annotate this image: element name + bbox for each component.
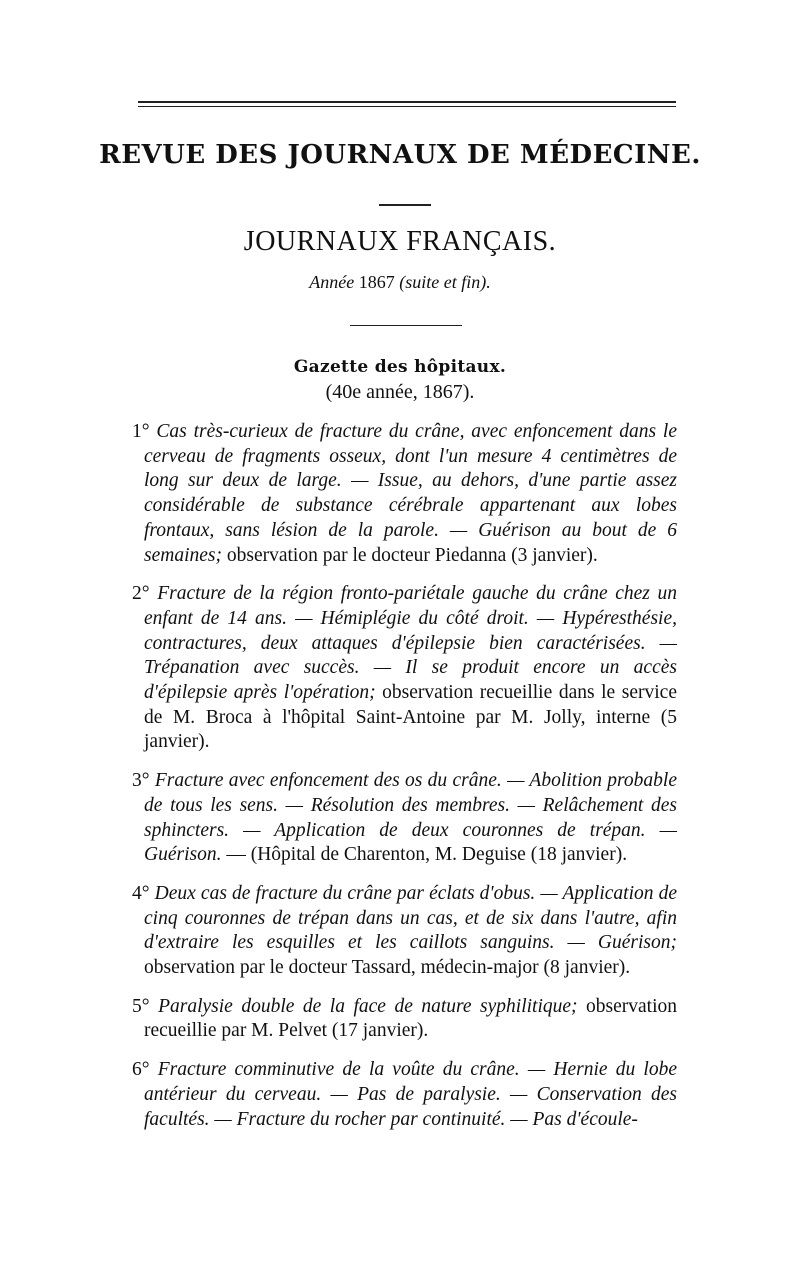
section-title: JOURNAUX FRANÇAIS. — [243, 226, 557, 257]
entry-italic-text: Fracture de la région fronto-pariétale gauche du crâne chez un enfant de 14 ans. — Hémiplégie du côté droit. — Hypéresthésie, contractures, deux attaques d'épilepsie bien caractérisées. — Trépanation avec succès. — Il se produit encore un accès d'épilepsie après l'opération; — [144, 583, 678, 704]
journal-name: Gazette des hôpitaux. — [293, 357, 507, 377]
entry-italic-text: Deux cas de fracture du crâne par éclats d'obus. — Application de cinq couronnes de trépan dans un cas, et de six dans l'autre, afin d'extraire les esquilles et les caillots sanguins. — Guérison; — [144, 882, 677, 954]
entry-2 — [132, 582, 678, 755]
page-title: REVUE DES JOURNAUX DE MÉDECINE. — [99, 140, 701, 170]
entry-roman-text: observation recueillie par M. Pelvet (17 janvier). — [144, 995, 678, 1042]
separator-rule — [379, 204, 431, 206]
entry-italic-text: Fracture avec enfoncement des os du crâne. — Abolition probable de tous les sens. — Résolution des membres. — Relâchement des sphincters. — Application de deux couronnes de trépan. — Guérison. — [144, 770, 677, 866]
top-rule-thin — [138, 106, 676, 107]
entry-number: 5° — [132, 995, 150, 1017]
entry-1 — [132, 420, 677, 568]
entry-italic-text: Paralysie double de la face de nature syphilitique; — [158, 995, 578, 1017]
entry-5 — [132, 995, 678, 1044]
top-rule — [138, 101, 676, 103]
entry-number: 2° — [132, 583, 150, 605]
entry-3 — [132, 769, 677, 868]
entry-6 — [132, 1058, 677, 1132]
separator-rule-2 — [350, 325, 462, 326]
entry-number: 6° — [132, 1059, 150, 1081]
entry-number: 4° — [132, 882, 150, 904]
entries-list — [132, 420, 678, 1146]
entry-roman-text: observation par le docteur Tassard, médecin-major (8 janvier). — [144, 957, 631, 979]
entry-4 — [132, 882, 677, 981]
year-note: (suite et fin). — [399, 272, 491, 292]
journal-year: (40e année, 1867). — [325, 381, 475, 403]
entry-number: 3° — [132, 770, 150, 792]
year-label: Année — [309, 272, 355, 292]
entry-italic-text: Fracture comminutive de la voûte du crâne. — Hernie du lobe antérieur du cerveau. — Pas de paralysie. — Conservation des facultés. — Fracture du rocher par continuité. — Pas d'écoule- — [144, 1059, 677, 1130]
entry-number: 1° — [132, 421, 150, 442]
year-line — [0, 272, 800, 293]
entry-roman-text: observation par le docteur Piedanna (3 janvier). — [221, 544, 598, 566]
entry-italic-text: Cas très-curieux de fracture du crâne, avec enfoncement dans le cerveau de fragments osseux, dont l'un mesure 4 centimètres de long sur deux de large. — Issue, au dehors, d'une partie assez considérable de substance cérébrale appartenant aux lobes frontaux, sans lésion de la parole. — Guérison au bout de 6 semaines; — [144, 421, 677, 566]
entry-roman-text: observation recueillie dans le service de M. Broca à l'hôpital Saint-Antoine par M. Jolly, interne (5 janvier). — [144, 682, 677, 753]
entry-roman-text: — (Hôpital de Charenton, M. Deguise (18 janvier). — [221, 844, 628, 866]
year-value: 1867 — [358, 272, 395, 292]
